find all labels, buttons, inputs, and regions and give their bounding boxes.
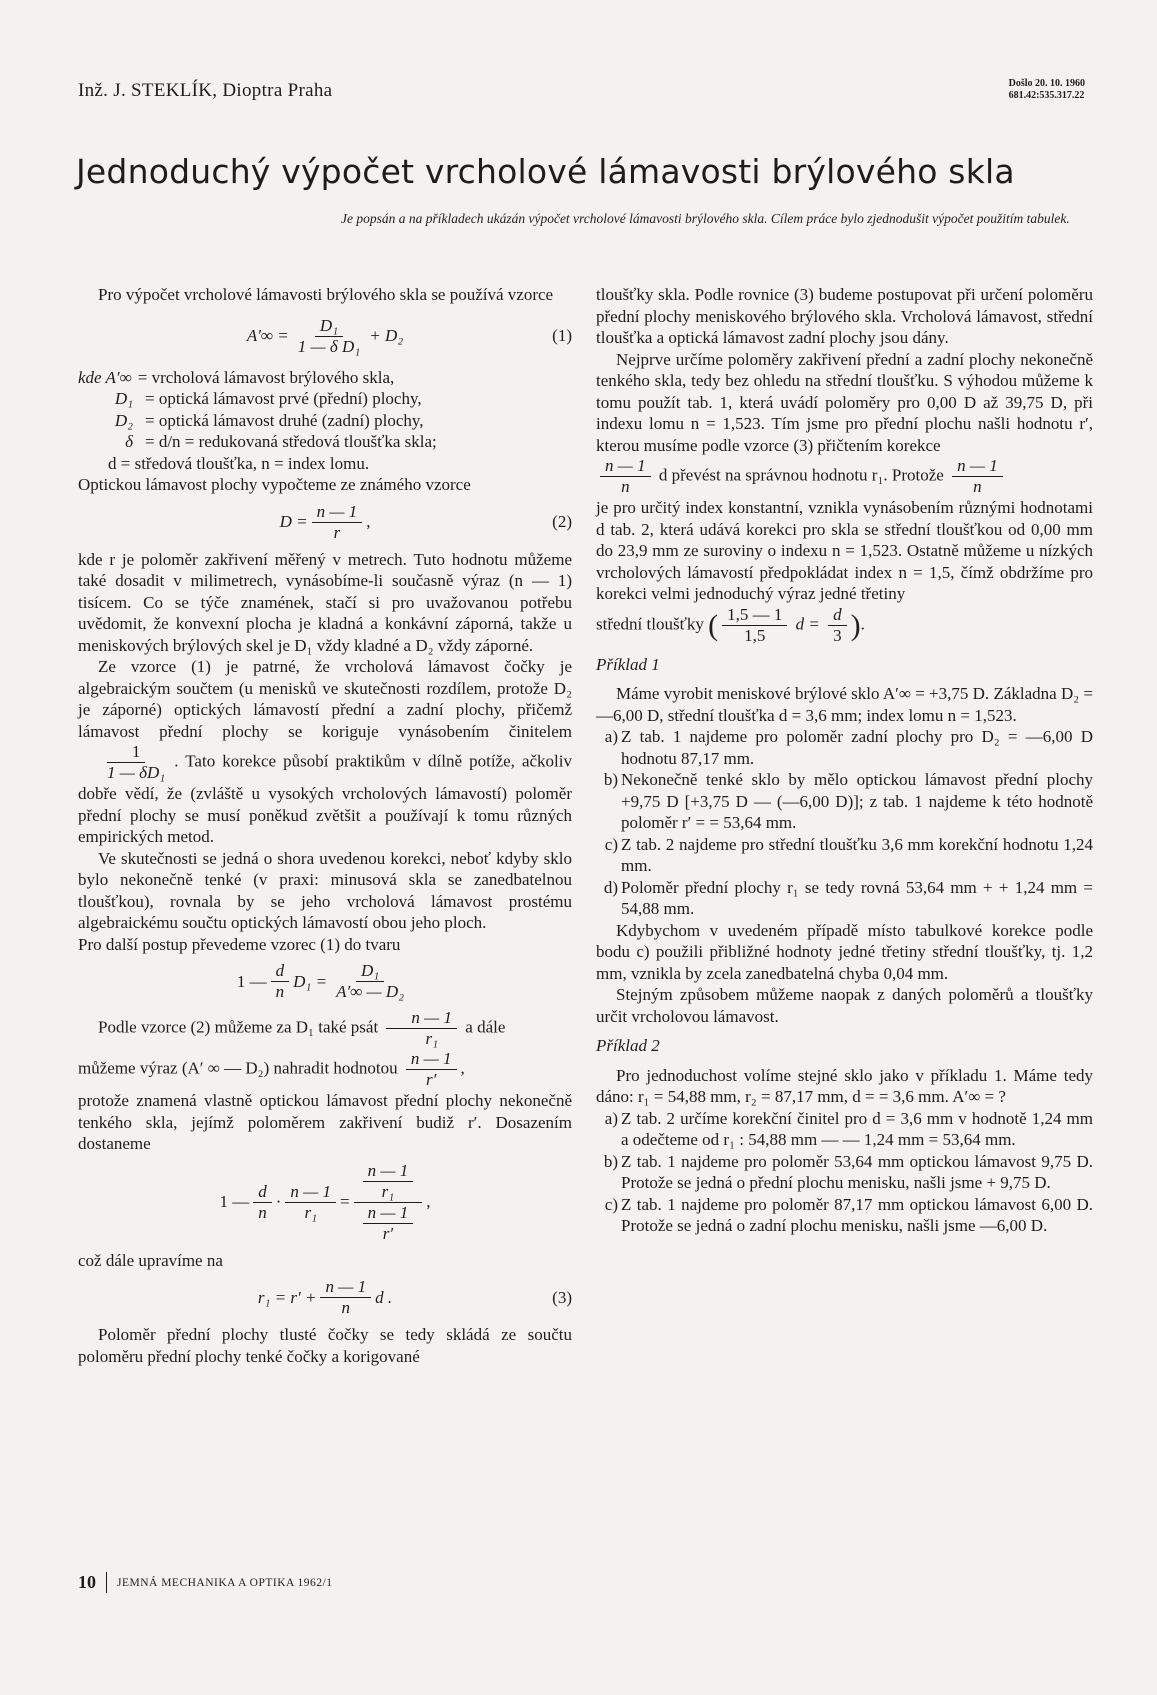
item-label: b) [603,1151,618,1171]
fraction [952,456,1003,497]
denominator: n [258,1202,267,1222]
item-text: Nekonečně tenké sklo by mělo optickou lámavost přední plochy +9,75 D [+3,75 D — (—6,00 D)]; z tab. 1 najdeme k této hodnotě poloměr r′ = = 53,64 mm. [621,770,1093,832]
fraction [722,605,787,646]
numerator: n — 1 [285,1182,336,1203]
paragraph: Pro výpočet vrcholové lámavosti brýlového skla se používá vzorce [98,285,554,304]
paragraph: což dále upravíme na [78,1250,223,1270]
definition-text: = optická lámavost druhé (zadní) plochy, [145,410,424,430]
example-2-title: Příklad 2 [596,1036,660,1055]
numerator: d [828,605,847,626]
page-number: 10 [78,1572,107,1593]
fraction [828,605,847,646]
paragraph: kde r je poloměr zakřivení měřený v metrech. Tuto hodnotu můžeme také dosadit v milimetrech, vynásobíme-li současně výraz (n — 1) tisícem. Co se týče znamének, stačí si pro uvažovanou potřebu uvědomit, že konvexní plocha je kladná a konkávní záporná, takže u meniskových brýlových skel je D₁ vždy kladné a D₂ vždy záporné. [78,549,572,655]
item-label: c) [604,834,618,854]
definition-term: kde A′∞ [78,367,132,387]
formula-rest: , [366,512,371,532]
example-item [596,769,1093,834]
item-label: a) [604,727,618,746]
formula-lhs: D = [279,512,308,532]
definition-text: = optická lámavost prvé (přední) plochy, [145,389,422,408]
definition-row [78,388,572,410]
item-text: Z tab. 1 najdeme pro poloměr 87,17 mm optickou lámavost 6,00 D. Protože se jedná o zadní plochu menisku, našli jsme —6,00 D. [621,1194,1093,1235]
definition-row [78,410,572,432]
text-run: , [460,1058,465,1078]
item-text: Poloměr přední plochy r₁ se tedy rovná 53,64 mm + + 1,24 mm = 54,88 mm. [621,877,1093,918]
fraction [363,1203,414,1244]
text-run: můžeme výraz (A′ ∞ — D₂) nahradit hodnotou [78,1058,398,1078]
paragraph [78,1008,572,1049]
definition-row [78,367,572,389]
fraction [600,456,651,497]
text-run: Podle vzorce (2) můžeme za D₁ také psát [98,1017,379,1037]
example-item [596,834,1093,877]
paragraph: střední tloušťky ( $\frac{1,5 — 1}{1,5}$ d = $\frac{d}{3}$ ). [596,604,865,645]
fraction [82,742,170,783]
fraction [312,502,363,543]
item-label: d) [603,877,618,897]
formula-lhs: r₁ = r′ + [257,1287,317,1307]
numerator [354,1161,423,1203]
udc-code: 681.42:535.317.22 [1008,90,1085,101]
denominator [354,1203,423,1244]
denominator: 1 — δ D₁ [297,336,361,356]
denominator: 3 [833,625,842,645]
formula-5 [78,1277,572,1318]
denominator: r₁ [381,1181,395,1201]
numerator: d [271,961,290,982]
paragraph: Kdybychom v uvedeném případě místo tabulkové korekce podle bodu c) použili přibližné hodnoty jedné třetiny střední tloušťky, tj. 1,2 mm, vznikla by zcela zanedbatelná chyba 0,04 mm. [596,920,1093,983]
formula-part: · [275,1192,282,1212]
denominator: A′∞ — D₂ [336,982,405,1001]
example-1-title: Příklad 1 [596,654,660,674]
numerator: n — 1 [386,1008,457,1029]
paragraph: Nejprve určíme poloměry zakřivení přední a zadní plochy nekonečně tenkého skla, tedy bez ohledu na střední tloušťku. S výhodou můžeme k tomu použít tab. 1, která uvádí poloměry pro 0,00 D až 39,75 D, při indexu lomu n = 1,523. Tím jsme pro přední plochu našli hodnotu r′, kterou musíme podle vzorce (3) přičtením korekce [596,349,1093,455]
paragraph [596,456,1093,497]
fraction [285,1182,336,1223]
numerator: n — 1 [363,1203,414,1224]
paragraph: protože znamená vlastně optickou lámavost přední plochy nekonečně tenkého skla, jejímž poloměrem zakřivení budiž r′. Dosazením dostaneme [78,1091,572,1153]
item-text: Z tab. 1 najdeme pro poloměr 53,64 mm optickou lámavost 9,75 D. Protože se jedná o přední plochu menisku, našli jsme + 9,75 D. [621,1151,1093,1192]
formula-3 [78,961,572,1002]
equation-number: (2) [552,512,572,532]
formula-part: D₁ = [293,971,328,991]
example-2-items [596,1108,1093,1237]
numerator: n — 1 [320,1277,371,1298]
paragraph: tloušťky skla. Podle rovnice (3) budeme postupovat při určení poloměru přední plochy meniskového brýlového skla. Vrcholová lámavost, střední tloušťka a optická lámavost zadní plochy jsou dány. [596,285,1093,347]
paragraph: je pro určitý index konstantní, vznikla vynásobením různými hodnotami d tab. 2, která udává korekci pro skla se střední tloušťkou od 0,00 mm do 23,9 mm ze suroviny o indexu n = 1,523. Ostatně můžeme u nízkých vrcholových lámavostí předpokládat index n = 1,5, čímž obdržíme pro korekci velmi jednoduchý výraz jedné třetiny [596,498,1093,603]
definition-row [78,431,572,453]
fraction [386,1008,457,1049]
formula-part: , [426,1192,431,1212]
fraction [363,1161,414,1202]
footer [78,1572,333,1593]
paragraph: Ve skutečnosti se jedná o shora uvedenou korekci, neboť kdyby sklo bylo nekonečně tenké (v praxi: minusová skla se zanedbatelnou tloušťkou), rovnala by se jeho vrcholová lámavost prostému algebraickému součtu optických lámavostí obou jeho ploch. [78,848,572,932]
formula-rest: + D₂ [369,326,404,346]
paragraph: Pro jednoduchost volíme stejné sklo jako v příkladu 1. Máme tedy dáno: r₁ = 54,88 mm, r₂ = 87,17 mm, d = = 3,6 mm. A′∞ = ? [596,1065,1093,1106]
denominator: n [621,477,630,496]
denominator: n [275,982,285,1001]
denominator: n [973,477,982,496]
author-line: Inž. J. STEKLÍK, Dioptra Praha [78,80,333,101]
numerator: D₁ [356,961,384,982]
denominator: r′ [382,1223,394,1243]
example-item [596,1108,1093,1151]
fraction [331,961,409,1002]
fraction [320,1277,371,1318]
paragraph [78,656,572,848]
item-text: Z tab. 2 určíme korekční činitel pro d = 3,6 mm v hodnotě 1,24 mm a odečteme od r₁ : 54,88 mm — — 1,24 mm = 53,64 mm. [621,1108,1093,1149]
definition-term: D₂ [114,410,133,430]
denominator: 1,5 [744,625,766,645]
fraction [406,1049,457,1090]
formula-part: = [340,1192,350,1212]
item-label: a) [604,1108,618,1128]
denominator: r₁ [425,1029,438,1048]
formula-2 [78,502,572,543]
formula-lhs: A′∞ = [246,326,289,346]
example-1-items [596,726,1093,920]
equation-number: (3) [552,1287,572,1307]
denominator: n [341,1298,351,1317]
fraction [293,316,365,357]
formula-rest: d . [375,1287,393,1307]
denominator: r′ [426,1070,437,1089]
numerator: d [253,1182,272,1203]
text-run: d = [795,613,820,633]
numerator: n — 1 [363,1161,414,1182]
paragraph [78,1049,572,1090]
example-item [596,1194,1093,1237]
example-item [596,726,1093,769]
formula-1 [78,316,572,357]
numerator: n — 1 [312,502,363,523]
example-item [596,1151,1093,1194]
right-column [596,284,1093,1237]
formula-part: 1 — [219,1192,250,1212]
fraction [271,961,290,1002]
definition-text: = d/n = redukovaná středová tloušťka skla; [145,432,437,451]
definition-text: = vrcholová lámavost brýlového skla, [137,367,395,387]
numerator: n — 1 [600,456,651,477]
denominator: r₁ [304,1202,317,1222]
text-run: střední tloušťky [596,613,704,633]
fraction [253,1182,272,1223]
example-item [596,877,1093,920]
abstract: Je popsán a na příkladech ukázán výpočet vrcholové lámavosti brýlového skla. Cílem práce bylo zjednodušit výpočet použitím tabulek. [341,211,1070,226]
article-title: Jednoduchý výpočet vrcholové lámavosti brýlového skla [76,152,1015,191]
received-date: Došlo 20. 10. 1960 [1008,78,1085,89]
text-run: Ze vzorce (1) je patrné, že vrcholová lámavost čočky je algebraickým součtem (u menisků ve skutečnosti rozdílem, protože D₂ je záporné) optických lámavostí přední a zadní plochy, přičemž lámavost přední plochy se koriguje vynásobením činitelem [78,657,572,741]
left-column [78,284,572,1367]
text-run: a dále [465,1017,506,1037]
numerator: n — 1 [406,1049,457,1070]
text-run: . Tato korekce působí praktikům v dílně potíže, ačkoliv dobře vědí, že (zvláště u vysokých vrcholových lámavostí) poloměr přední plochy se musí poněkud zvětšit a používají k tomu různých empirických metod. [78,751,572,846]
definition-term: D₁ [114,389,133,408]
denominator: 1 — δD₁ [107,763,166,782]
compound-fraction [354,1161,423,1244]
text-run: d převést na správnou hodnotu r₁. Protože [658,465,944,485]
item-label: c) [604,1194,618,1214]
numerator: n — 1 [952,456,1003,477]
numerator: 1,5 — 1 [722,605,787,626]
paragraph: Poloměr přední plochy tlusté čočky se tedy skládá ze součtu poloměru přední plochy tenké čočky a korigované [78,1325,572,1366]
definition-term: δ [125,432,133,451]
definition-last: d = středová tloušťka, n = index lomu. [108,453,370,473]
numerator: D₁ [315,316,343,337]
paragraph: Máme vyrobit meniskové brýlové sklo A′∞ = +3,75 D. Základna D₂ = —6,00 D, střední tloušťka d = 3,6 mm; index lomu n = 1,523. [596,684,1093,725]
paragraph: Stejným způsobem můžeme naopak z daných poloměrů a tloušťky určit vrcholovou lámavost. [596,985,1093,1026]
paragraph: Optickou lámavost plochy vypočteme ze známého vzorce [78,475,471,494]
received-info [1009,78,1085,102]
item-text: Z tab. 1 najdeme pro poloměr zadní plochy pro D₂ = —6,00 D hodnotu 87,17 mm. [621,727,1093,768]
denominator: r [333,522,341,542]
equation-number: (1) [552,326,572,346]
paragraph: Pro další postup převedeme vzorec (1) do tvaru [78,934,401,954]
numerator: 1 [107,742,146,763]
item-label: b) [603,770,618,789]
formula-part: 1 — [236,971,267,991]
item-text: Z tab. 2 najdeme pro střední tloušťku 3,6 mm korekční hodnotu 1,24 mm. [621,834,1093,875]
definition-list [78,367,572,453]
journal-name: JEMNÁ MECHANIKA A OPTIKA 1962/1 [117,1576,333,1589]
formula-4 [78,1161,572,1244]
